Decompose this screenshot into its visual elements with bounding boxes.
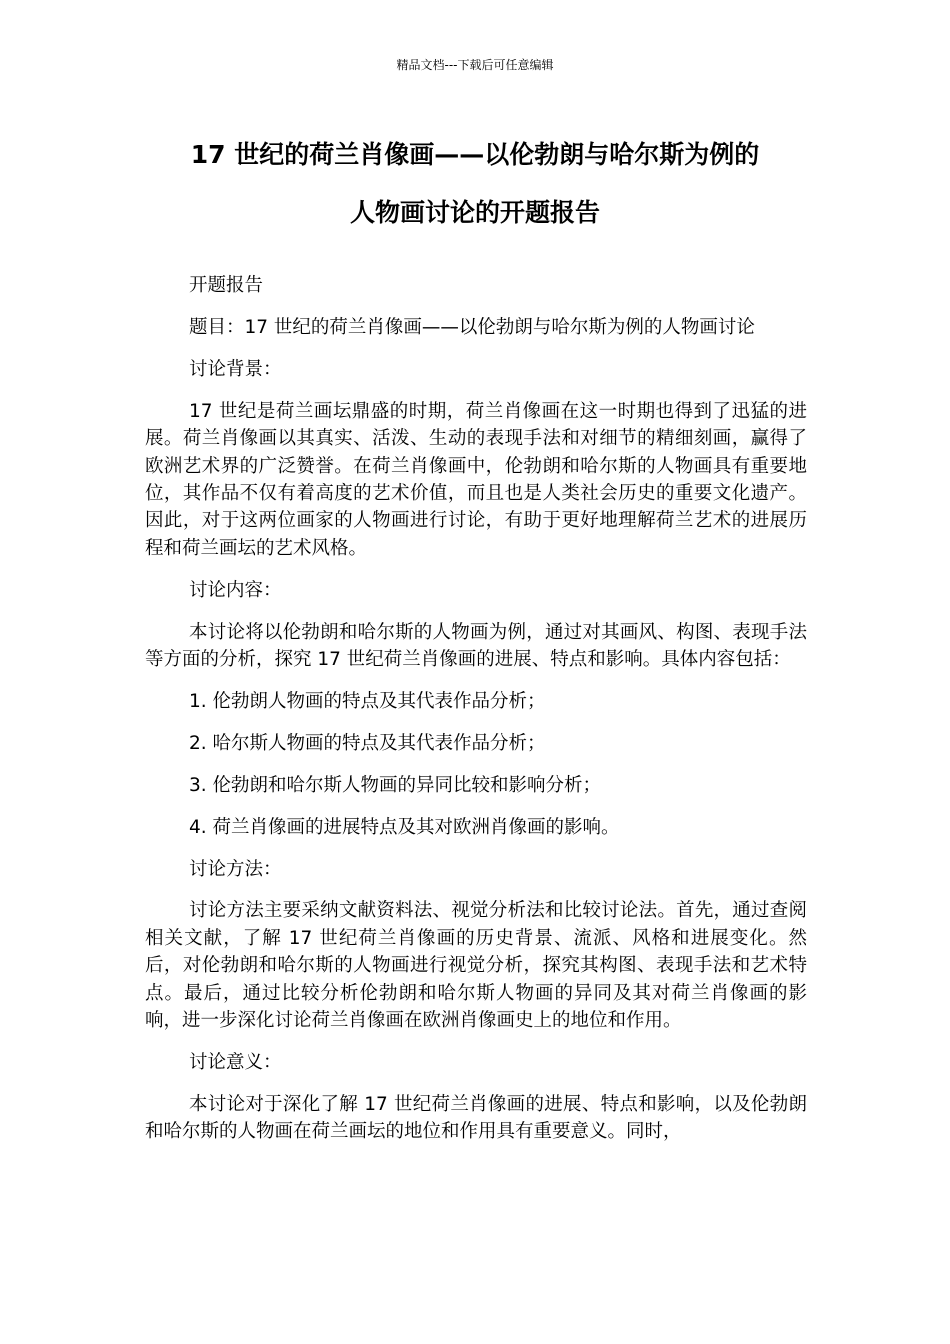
list-item-2: 2. 哈尔斯人物画的特点及其代表作品分析；: [189, 732, 546, 754]
document-body: [145, 0, 807, 1146]
page-header: 精品文档---下载后可任意编辑: [396, 58, 554, 72]
list-item-3: 3. 伦勃朗和哈尔斯人物画的异同比较和影响分析；: [189, 774, 602, 796]
heading-content: 讨论内容：: [189, 579, 282, 601]
list-item-4: 4. 荷兰肖像画的进展特点及其对欧洲肖像画的影响。: [189, 816, 620, 838]
heading-significance: 讨论意义：: [189, 1051, 282, 1073]
heading-background: 讨论背景：: [189, 358, 282, 380]
list-item-1: 1. 伦勃朗人物画的特点及其代表作品分析；: [189, 690, 546, 712]
paragraph-report-label: 开题报告: [189, 275, 264, 296]
paragraph-background: 17 世纪是荷兰画坛鼎盛的时期，荷兰肖像画在这一时期也得到了迅猛的进展。荷兰肖像画以其真实、活泼、生动的表现手法和对细节的精细刻画，赢得了欧洲艺术界的广泛赞誉。在荷兰肖像画中，伦勃朗和哈尔斯的人物画具有重要地位，其作品不仅有着高度的艺术价值，而且也是人类社会历史的重要文化遗产。因此，对于这两位画家的人物画进行讨论，有助于更好地理解荷兰艺术的进展历程和荷兰画坛的艺术风格。: [145, 400, 807, 559]
paragraph-topic: 题目：17 世纪的荷兰肖像画——以伦勃朗与哈尔斯为例的人物画讨论: [189, 316, 755, 338]
heading-method: 讨论方法：: [189, 858, 282, 880]
document-title-line-1: 17 世纪的荷兰肖像画——以伦勃朗与哈尔斯为例的: [190, 140, 760, 169]
paragraph-method: 讨论方法主要采纳文献资料法、视觉分析法和比较讨论法。首先，通过查阅相关文献，了解 17 世纪荷兰肖像画的历史背景、流派、风格和进展变化。然后，对伦勃朗和哈尔斯的人物画进行视觉分析，探究其构图、表现手法和艺术特点。最后，通过比较分析伦勃朗和哈尔斯人物画的异同及其对荷兰肖像画的影响，进一步深化讨论荷兰肖像画在欧洲肖像画史上的地位和作用。: [145, 900, 807, 1032]
paragraph-content: 本讨论将以伦勃朗和哈尔斯的人物画为例，通过对其画风、构图、表现手法等方面的分析，探究 17 世纪荷兰肖像画的进展、特点和影响。具体内容包括：: [145, 621, 807, 670]
paragraph-significance: 本讨论对于深化了解 17 世纪荷兰肖像画的进展、特点和影响，以及伦勃朗和哈尔斯的人物画在荷兰画坛的地位和作用具有重要意义。同时，: [145, 1093, 807, 1143]
document-title-line-2: 人物画讨论的开题报告: [349, 198, 600, 227]
